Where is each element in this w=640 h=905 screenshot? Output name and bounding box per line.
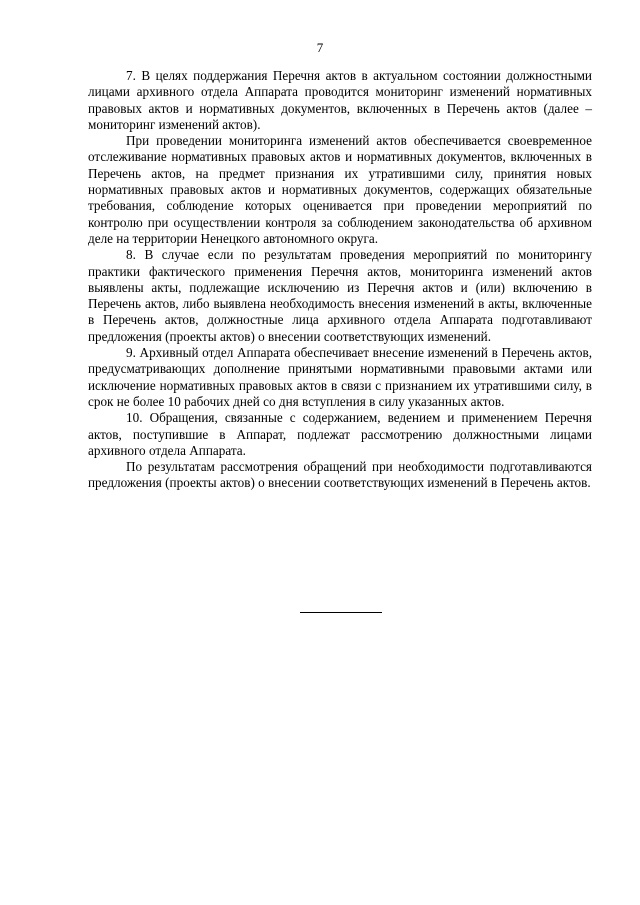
document-end-divider [300, 612, 382, 613]
paragraph-10: 10. Обращения, связанные с содержанием, ведением и применением Перечня актов, поступившие в Аппарат, подлежат рассмотрению должностными лицами архивного отдела Аппарата. [88, 410, 592, 458]
paragraph-7-monitoring: При проведении мониторинга изменений актов обеспечивается своевременное отслеживание нормативных правовых актов и нормативных документов, включенных в Перечень актов, на предмет признания их утратившими силу, принятия новых нормативных правовых актов и нормативных документов, содержащих обязательные требования, соблюдение которых оценивается при проведении мероприятий по контролю при осуществлении контроля за соблюдением законодательства об архивном деле на территории Ненецкого автономного округа. [88, 133, 592, 246]
paragraph-10-results: По результатам рассмотрения обращений при необходимости подготавливаются предложения (проекты актов) о внесении соответствующих изменений в Перечень актов. [88, 459, 592, 491]
paragraph-8: 8. В случае если по результатам проведения мероприятий по мониторингу практики фактического применения Перечня актов, мониторинга изменений актов выявлены акты, подлежащие исключению из Перечня актов и (или) включению в Перечень актов, либо выявлена необходимость внесения изменений в акты, включенные в Перечень актов, должностные лица архивного отдела Аппарата подготавливают предложения (проекты актов) о внесении соответствующих изменений. [88, 247, 592, 344]
paragraph-9: 9. Архивный отдел Аппарата обеспечивает внесение изменений в Перечень актов, предусматривающих дополнение принятыми нормативными правовыми актами или исключение нормативных правовых актов в связи с признанием их утратившими силу, в срок не более 10 рабочих дней со дня вступления в силу указанных актов. [88, 345, 592, 409]
paragraph-7: 7. В целях поддержания Перечня актов в актуальном состоянии должностными лицами архивного отдела Аппарата проводится мониторинг изменений нормативных правовых актов и нормативных документов, включенных в Перечень актов (далее – мониторинг изменений актов). [88, 68, 592, 132]
document-body [88, 68, 592, 492]
page-number: 7 [316, 40, 324, 55]
